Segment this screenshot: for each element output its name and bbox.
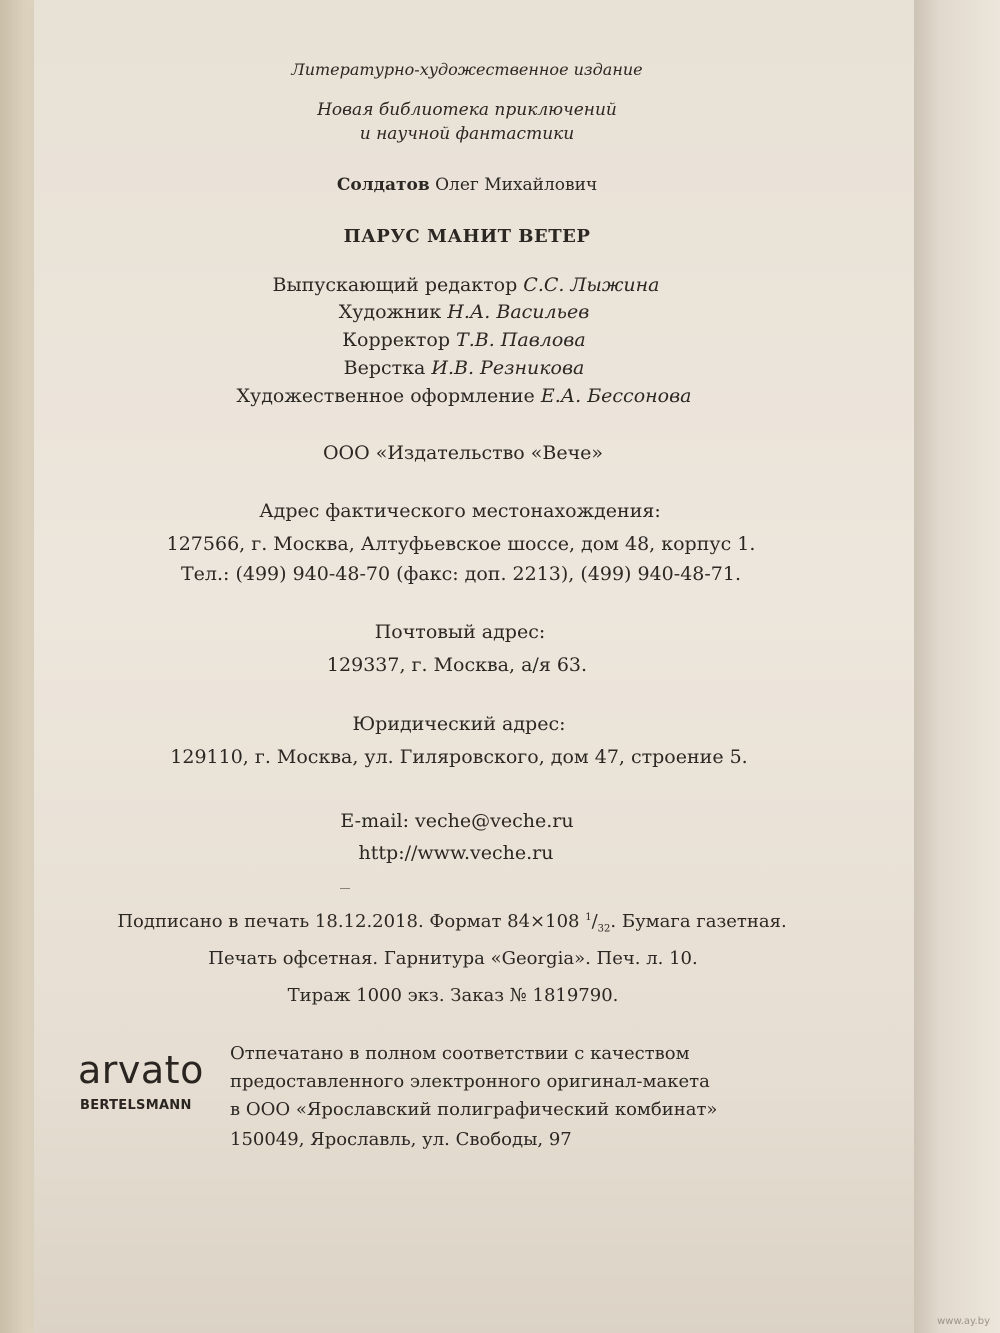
email-line: E-mail: veche@veche.ru [340, 810, 574, 832]
credit-role: Художник [338, 301, 448, 323]
actual-address-label: Адрес фактического местонахождения: [259, 500, 661, 522]
printer-line-3: в ООО «Ярославский полиграфический комбинат» [230, 1099, 718, 1120]
book-title: ПАРУС МАНИТ ВЕТЕР [343, 226, 591, 247]
right-page-edge [914, 0, 1000, 1333]
phone-line: Тел.: (499) 940-48-70 (факс: доп. 2213), (499) 940-48-71. [180, 563, 742, 585]
credit-role: Выпускающий редактор [272, 274, 524, 296]
credit-editor [272, 274, 659, 296]
printer-line-1: Отпечатано в полном соответствии с качеством [230, 1043, 690, 1064]
series-line-1: Новая библиотека приключений [317, 100, 617, 120]
bertelsmann-logo: BERTELSMANN [80, 1098, 192, 1113]
publisher-name: ООО «Издательство «Вече» [322, 442, 604, 464]
credit-person: И.В. Резникова [431, 357, 585, 379]
credit-person: Е.А. Бессонова [540, 385, 692, 407]
postal-address-line: 129337, г. Москва, а/я 63. [326, 654, 588, 676]
author-name [337, 175, 597, 195]
website-line: http://www.veche.ru [358, 842, 554, 864]
credit-art-design [237, 385, 692, 407]
separator-dash [340, 888, 350, 889]
printer-line-2: предоставленного электронного оригинал-макета [230, 1071, 710, 1092]
author-surname: Солдатов [336, 175, 430, 195]
print-info-line-2: Печать офсетная. Гарнитура «Georgia». Печ. л. 10. [208, 948, 698, 969]
credit-layout [344, 357, 585, 379]
format-fraction-denominator: 32 [597, 923, 611, 935]
legal-address-label: Юридический адрес: [352, 713, 566, 735]
watermark: www.ay.by [937, 1316, 990, 1327]
postal-address-label: Почтовый адрес: [374, 621, 546, 643]
author-given-names: Олег Михайлович [429, 175, 598, 195]
format-fraction-numerator: 1 [585, 912, 592, 923]
credit-person: Н.А. Васильев [447, 301, 590, 323]
credit-person: Т.В. Павлова [456, 329, 586, 351]
legal-address-line: 129110, г. Москва, ул. Гиляровского, дом 47, строение 5. [170, 746, 748, 768]
credit-role: Художественное оформление [236, 385, 541, 407]
series-line-2: и научной фантастики [359, 124, 575, 144]
print-info-line-3: Тираж 1000 экз. Заказ № 1819790. [287, 985, 619, 1006]
actual-address-line: 127566, г. Москва, Алтуфьевское шоссе, дом 48, корпус 1. [166, 533, 756, 555]
printer-line-4: 150049, Ярославль, ул. Свободы, 97 [230, 1129, 572, 1150]
print-info-paper: . Бумага газетная. [610, 911, 787, 932]
credit-role: Корректор [342, 329, 457, 351]
credit-role: Верстка [343, 357, 432, 379]
credit-person: С.С. Лыжина [523, 274, 660, 296]
print-info-signed-format: Подписано в печать 18.12.2018. Формат 84×108 [117, 911, 580, 932]
edition-type: Литературно-художественное издание [291, 60, 643, 79]
credit-artist [339, 301, 590, 323]
arvato-logo: arvato [78, 1048, 204, 1092]
credit-proofreader [342, 329, 585, 351]
print-info-line-1: Подписано в печать 18.12.2018. Формат 84×108 $^1/_{32}$. Бумага газетная. [117, 911, 787, 935]
